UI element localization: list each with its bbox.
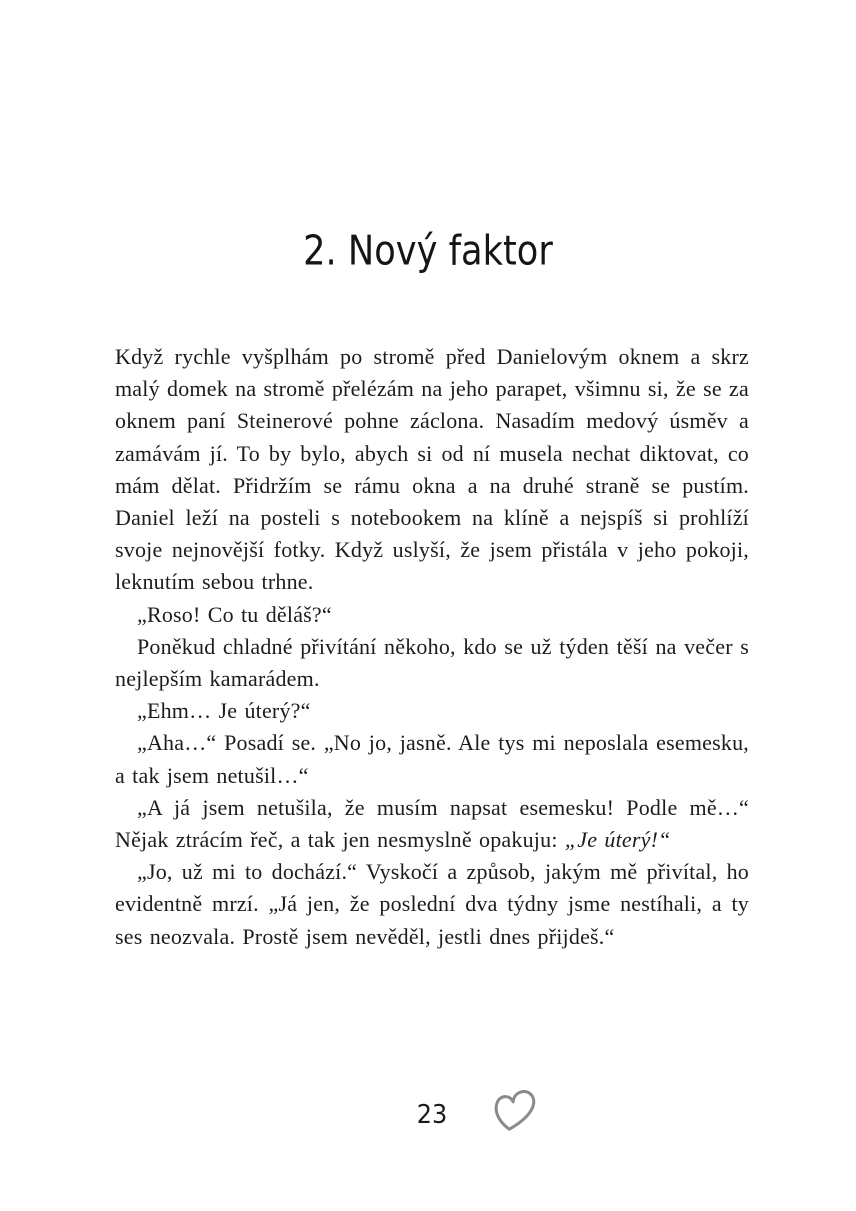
- paragraph-segment: Když rychle vyšplhám po stromě před Danielovým oknem a skrz malý domek na stromě přelézám na jeho parapet, všimnu si, že se za oknem paní Steinerové pohne záclona. Nasadím medový úsměv a zamávám jí. To by bylo, abych si od ní musela nechat diktovat, co mám dělat. Přidržím se rámu okna a na druhé straně se pustím. Daniel leží na posteli s notebookem na klíně a nejspíš si prohlíží svoje nejnovější fotky. Když uslyší, že jsem přistála v jeho pokoji, leknutím sebou trhne.: [115, 344, 749, 595]
- page-footer: [0, 1080, 856, 1160]
- heart-icon: [491, 1086, 544, 1137]
- paragraph: [115, 695, 749, 727]
- paragraph: [115, 631, 749, 695]
- paragraph: [115, 599, 749, 631]
- paragraph-segment: „Ehm… Je úterý?“: [137, 698, 311, 724]
- paragraph: [115, 792, 749, 856]
- page-number: 23: [416, 1100, 448, 1130]
- body-paragraphs: [115, 341, 749, 953]
- paragraph: [115, 856, 749, 953]
- paragraph-segment: „A já jsem netušila, že musím napsat esemesku! Podle mě…“ Nějak ztrácím řeč, a tak jen nesmyslně opakuju:: [115, 794, 749, 853]
- paragraph-segment-italic: „Je úterý!“: [564, 827, 671, 853]
- paragraph-segment: „Jo, už mi to dochází.“ Vyskočí a způsob, jakým mě přivítal, ho evidentně mrzí. „Já jen, že poslední dva týdny jsme nestíhali, a ty ses neozvala. Prostě jsem nevěděl, jestli dnes přijdeš.“: [115, 859, 749, 949]
- paragraph-segment: „Aha…“ Posadí se. „No jo, jasně. Ale tys mi neposlala esemesku, a tak jsem netušil…“: [115, 730, 749, 788]
- paragraph-segment: „Roso! Co tu děláš?“: [137, 601, 332, 627]
- paragraph-segment: Poněkud chladné přivítání někoho, kdo se už týden těší na večer s nejlepším kamarádem.: [115, 633, 749, 692]
- paragraph: [115, 341, 749, 599]
- chapter-title: 2. Nový faktor: [303, 227, 553, 275]
- paragraph: [115, 727, 749, 791]
